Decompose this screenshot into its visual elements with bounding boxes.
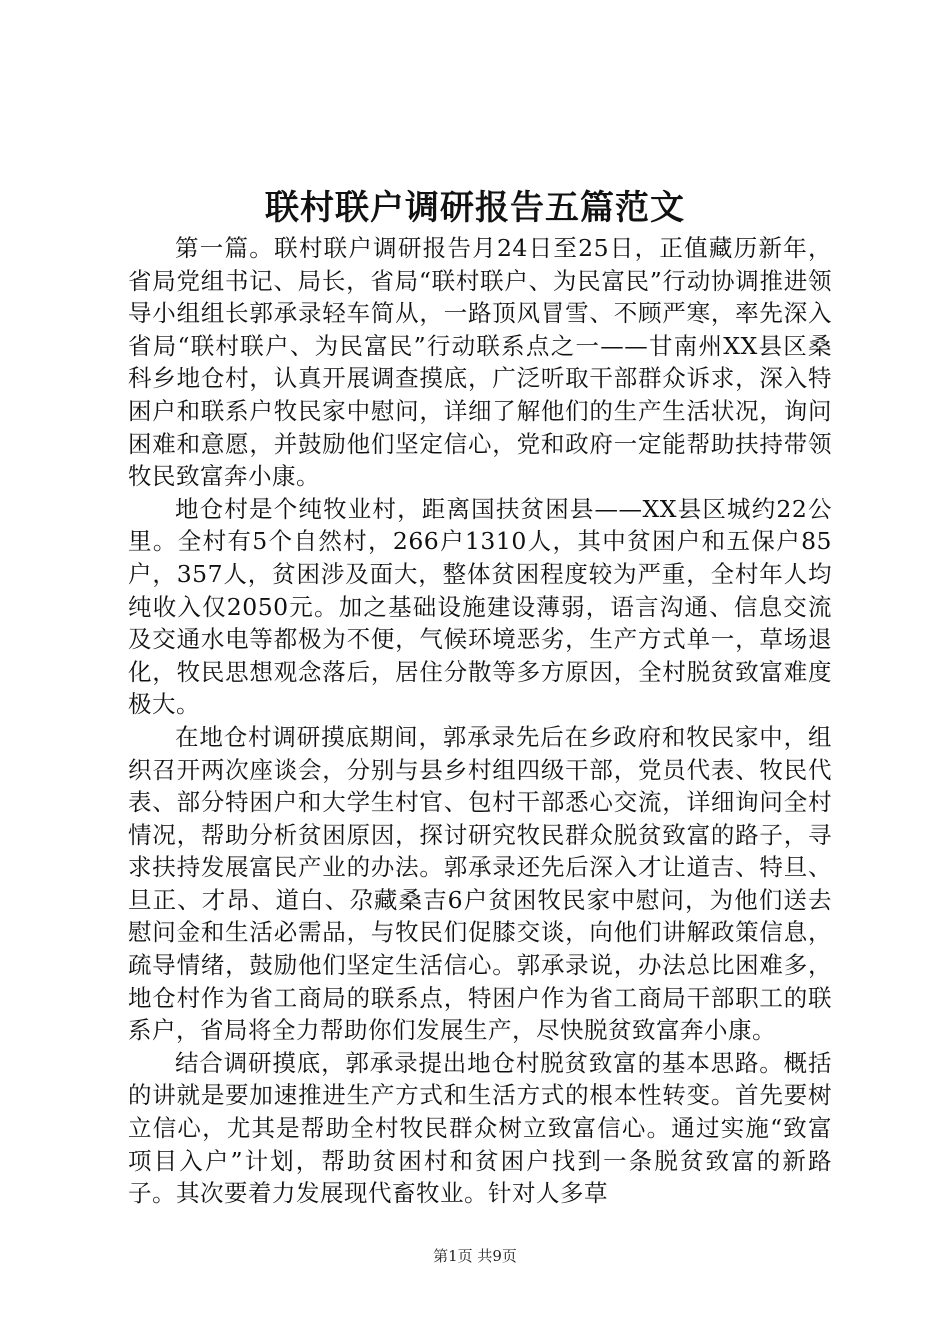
paragraph-4: 结合调研摸底，郭承录提出地仓村脱贫致富的基本思路。概括的讲就是要加速推进生产方式和生活方式的根本性转变。首先要树立信心，尤其是帮助全村牧民群众树立致富信心。通过实施“致富项目入户”计划，帮助贫困村和贫困户找到一条脱贫致富的新路子。其次要着力发展现代畜牧业。针对人多草	[128, 1048, 832, 1208]
document-body	[128, 232, 832, 1210]
document-title: 联村联户调研报告五篇范文	[265, 188, 685, 228]
paragraph-2: 地仓村是个纯牧业村，距离国扶贫困县——XX县区城约22公里。全村有5个自然村，266户1310人，其中贫困户和五保户85户，357人，贫困涉及面大，整体贫困程度较为严重，全村年人均纯收入仅2050元。加之基础设施建设薄弱，语言沟通、信息交流及交通水电等都极为不便，气候环境恶劣，生产方式单一，草场退化，牧民思想观念落后，居住分散等多方原因，全村脱贫致富难度极大。	[128, 494, 832, 719]
page-number-footer: 第1页 共9页	[433, 1247, 517, 1265]
paragraph-1: 第一篇。联村联户调研报告月24日至25日，正值藏历新年，省局党组书记、局长，省局“联村联户、为民富民”行动协调推进领导小组组长郭承录轻车简从，一路顶风冒雪、不顾严寒，率先深入省局“联村联户、为民富民”行动联系点之一——甘南州XX县区桑科乡地仓村，认真开展调查摸底，广泛听取干部群众诉求，深入特困户和联系户牧民家中慰问，详细了解他们的生产生活状况，询问困难和意愿，并鼓励他们坚定信心，党和政府一定能帮助扶持带领牧民致富奔小康。	[128, 234, 832, 491]
paragraph-3: 在地仓村调研摸底期间，郭承录先后在乡政府和牧民家中，组织召开两次座谈会，分别与县乡村组四级干部，党员代表、牧民代表、部分特困户和大学生村官、包村干部悉心交流，详细询问全村情况，帮助分析贫困原因，探讨研究牧民群众脱贫致富的路子，寻求扶持发展富民产业的办法。郭承录还先后深入才让道吉、特旦、旦正、才昂、道白、尕藏桑吉6户贫困牧民家中慰问，为他们送去慰问金和生活必需品，与牧民们促膝交谈，向他们讲解政策信息，疏导情绪，鼓励他们坚定生活信心。郭承录说，办法总比困难多，地仓村作为省工商局的联系点，特困户作为省工商局干部职工的联系户，省局将全力帮助你们发展生产，尽快脱贫致富奔小康。	[128, 722, 832, 1045]
